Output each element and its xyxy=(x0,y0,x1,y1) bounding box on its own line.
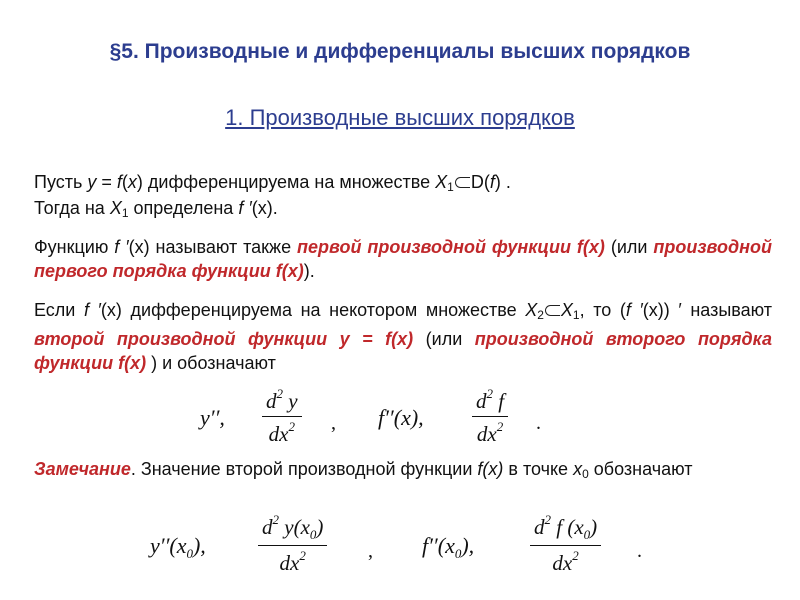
paragraph-remark: Замечание. Значение второй производной функции f(x) в точке $x_0$ обозначают xyxy=(34,459,693,481)
formula-f-double-prime-x0: $f''(x_0)$, xyxy=(422,533,475,561)
formula-d2f-x0-dx2: $\frac{d^2 f (x_0)}{dx^2}$ xyxy=(530,512,601,576)
remark-label: Замечание xyxy=(34,459,131,479)
section-subtitle: 1. Производные высших порядков xyxy=(225,105,575,130)
term-first-order-derivative: производной первого порядка функции f(x) xyxy=(34,237,772,281)
paragraph-definition: Пусть y = f(x) дифференцируема на множестве $X_1$ D(f) . xyxy=(34,172,511,194)
formula-d2y-dx2: $\frac{d^2 y}{dx^2}$ xyxy=(262,386,302,447)
paragraph-then: Тогда на $X_1$ определена f ′(x). xyxy=(34,198,278,220)
subset-icon xyxy=(545,305,560,316)
term-second-order-derivative: производной второго порядка функции f(x) xyxy=(34,329,773,373)
formula-d2y-x0-dx2: $\frac{d^2 y(x_0)}{dx^2}$ xyxy=(258,512,327,576)
paragraph-first-derivative: Функцию f ′(x) называют также первой производной функции f(x) (или производной первого порядка функции f(x)). xyxy=(34,237,772,281)
subset-icon xyxy=(455,177,470,188)
formula-d2f-dx2: $\frac{d^2 f}{dx^2}$ xyxy=(472,386,508,447)
formula-y-double-prime: y′′, xyxy=(200,405,225,430)
formula-y-double-prime-x0: $y''(x_0)$, xyxy=(150,533,206,561)
slide-title: §5. Производные и дифференциалы высших порядков xyxy=(109,40,691,63)
paragraph-second-derivative: Если f ′(x) дифференцируема на некотором множестве $X_2$ $X_1$, то (f ′(x)) ′ называют второй производной функции y = f(x) (или производной второго порядка функции f(x) ) и обозначают xyxy=(34,300,773,373)
term-first-derivative: первой производной функции f(x) xyxy=(297,237,605,257)
formula-f-double-prime-x: f′′(x), xyxy=(378,405,424,430)
term-second-derivative: второй производной функции y = f(x) xyxy=(34,329,414,349)
